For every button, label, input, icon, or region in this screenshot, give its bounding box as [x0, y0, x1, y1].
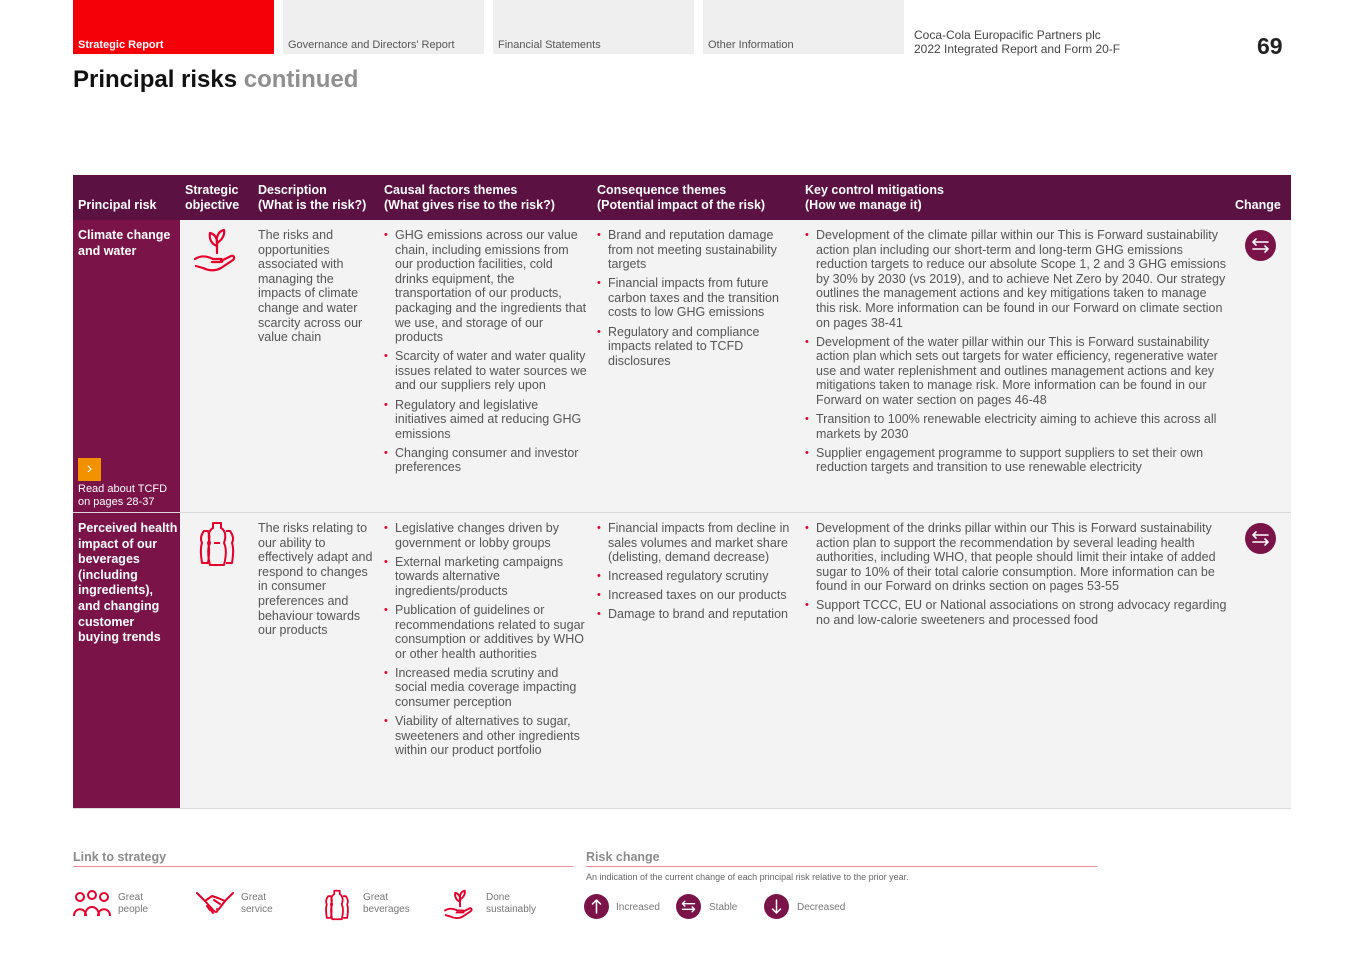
causal-factors	[384, 521, 589, 762]
list-item: • Increased media scrutiny and social media coverage impacting consumer perception	[384, 666, 589, 710]
list-item: • Development of the climate pillar within our This is Forward sustainability action plan including our short-term and long-term GHG emissions reduction targets to reduce our absolute Scope 1, 2 and 3 GHG emissions by 30% by 2030 (vs 2019), and to achieve Net Zero by 2040. Our strategy outlines the management actions and key mitigations taken to manage this risk. More information can be found in our Forward on climate section on pages 38-41	[805, 228, 1229, 330]
legend-great-service	[196, 888, 306, 922]
risk-change-title: Risk change	[586, 850, 660, 864]
tab-other-information[interactable]	[703, 0, 904, 54]
legend-label-line1: Great	[118, 892, 144, 903]
tcfd-link-text: Read about TCFD	[78, 483, 168, 495]
risk-cell	[73, 220, 180, 512]
list-item: • Brand and reputation damage from not meeting sustainability targets	[597, 228, 797, 272]
list-item: • Supplier engagement programme to support suppliers to set their own reduction targets and transition to use renewable electricity	[805, 446, 1229, 475]
list-item: • Scarcity of water and water quality issues related to water sources we and our suppliers rely upon	[384, 349, 589, 393]
list-item: • Development of the water pillar within our This is Forward sustainability action plan which sets out targets for water efficiency, regenerative water use and water replenishment and outlines management actions and key mitigations taken to manage risk. More information can be found in our Forward on water section on pages 46-48	[805, 335, 1229, 408]
header-consequence-line2: (Potential impact of the risk)	[597, 198, 766, 212]
section-nav	[73, 0, 913, 54]
page-title-main: Principal risks	[73, 66, 238, 93]
list-item: • GHG emissions across our value chain, including emissions from our production facilities, cold drinks equipment, the transportation of our products, packaging and the ingredients that we use, and storage of our products	[384, 228, 589, 345]
legend-increased	[584, 894, 674, 928]
page-number: 69	[1257, 33, 1283, 59]
risk-cell	[73, 513, 180, 808]
list-item: • Regulatory and legislative initiatives aimed at reducing GHG emissions	[384, 398, 589, 442]
legend-label	[241, 892, 273, 916]
done-sustainably-icon	[191, 226, 243, 276]
list-item: • Financial impacts from decline in sales volumes and market share (delisting, demand decrease)	[597, 521, 797, 565]
list-item: • Financial impacts from future carbon taxes and the transition costs to low GHG emissions	[597, 276, 797, 320]
tab-label: Strategic Report	[78, 39, 164, 51]
divider	[73, 866, 573, 867]
legend-label	[486, 892, 536, 916]
divider	[586, 866, 1097, 867]
header-description-line1: Description	[258, 183, 327, 197]
doc-report-name: 2022 Integrated Report and Form 20-F	[914, 42, 1121, 56]
header-mitigations	[805, 183, 944, 213]
header-change: Change	[1235, 198, 1281, 212]
table-header	[73, 175, 1291, 220]
great-service-icon	[196, 889, 234, 921]
legend-label-line2: service	[241, 904, 273, 915]
done-sustainably-icon	[441, 888, 479, 922]
doc-company: Coca-Cola Europacific Partners plc	[914, 28, 1101, 42]
list-item: • Legislative changes driven by government or lobby groups	[384, 521, 589, 550]
legend-label: Decreased	[797, 902, 846, 913]
header-mitigation-line1: Key control mitigations	[805, 183, 944, 197]
list-item: • Increased regulatory scrutiny	[597, 569, 797, 584]
header-strategic-line2: objective	[185, 198, 240, 212]
table-row	[73, 220, 1291, 513]
legend-label: Increased	[616, 902, 660, 913]
great-beverages-icon	[318, 888, 356, 922]
causal-factors	[384, 228, 589, 480]
header-causal-line1: Causal factors themes	[384, 183, 518, 197]
header-consequence	[597, 183, 765, 213]
key-control-mitigations	[805, 228, 1229, 480]
legend-label	[363, 892, 410, 916]
legend-label-line2: people	[118, 904, 149, 915]
legend-label-line2: beverages	[363, 904, 410, 915]
great-people-icon	[73, 890, 111, 920]
legend-label-line1: Great	[241, 892, 267, 903]
header-strategic-line1: Strategic	[185, 183, 239, 197]
list-item: • Viability of alternatives to sugar, sweeteners and other ingredients within our product portfolio	[384, 714, 589, 758]
tcfd-link-pages: on pages 28-37	[78, 496, 155, 508]
table-row	[73, 513, 1291, 809]
tab-financial-statements[interactable]	[493, 0, 694, 54]
stable-icon	[1245, 230, 1276, 261]
decreased-icon	[764, 894, 789, 919]
risk-description: The risks and opportunities associated with managing the impacts of climate change and water scarcity across our value chain	[258, 228, 363, 345]
tab-label: Financial Statements	[498, 39, 601, 51]
consequence-themes	[597, 521, 797, 627]
legend-stable	[676, 894, 756, 928]
list-item: • External marketing campaigns towards alternative ingredients/products	[384, 555, 589, 599]
tab-strategic-report[interactable]	[73, 0, 274, 54]
header-causal-line2: (What gives rise to the risk?)	[384, 198, 555, 212]
page-title-suffix: continued	[243, 66, 359, 93]
risk-change-subtitle: An indication of the current change of each principal risk relative to the prior year.	[586, 872, 909, 882]
principal-risks-table	[73, 175, 1291, 809]
legend-label	[118, 892, 148, 916]
header-causal-factors	[384, 183, 555, 213]
legend-label-line1: Great	[363, 892, 389, 903]
stable-icon	[676, 894, 701, 919]
list-item: • Changing consumer and investor preferences	[384, 446, 589, 475]
chevron-right-icon[interactable]: ›	[78, 458, 101, 481]
key-control-mitigations	[805, 521, 1229, 632]
risk-description: The risks relating to our ability to effectively adapt and respond to changes in consumer preferences and behaviour towards our products	[258, 521, 373, 638]
header-description-line2: (What is the risk?)	[258, 198, 367, 212]
document-info	[914, 28, 1120, 56]
tcfd-link[interactable]	[78, 483, 167, 509]
tab-label: Governance and Directors' Report	[288, 39, 455, 51]
legend-label-line2: sustainably	[486, 904, 537, 915]
risk-name: Climate change and water	[78, 228, 171, 258]
header-mitigation-line2: (How we manage it)	[805, 198, 922, 212]
legend-decreased	[764, 894, 864, 928]
consequence-themes	[597, 228, 797, 373]
header-principal-risk: Principal risk	[78, 198, 157, 212]
list-item: • Publication of guidelines or recommendations related to sugar consumption or additives by WHO or other health authorities	[384, 603, 589, 661]
legend-great-people	[73, 888, 183, 922]
legend-done-sustainably	[441, 888, 561, 922]
link-to-strategy-title: Link to strategy	[73, 850, 167, 864]
list-item: • Increased taxes on our products	[597, 588, 797, 603]
legend-label: Stable	[709, 902, 738, 913]
list-item: • Support TCCC, EU or National associations on strong advocacy regarding no and low-calorie sweeteners and processed food	[805, 598, 1229, 627]
great-beverages-icon	[191, 519, 243, 569]
header-consequence-line1: Consequence themes	[597, 183, 727, 197]
list-item: • Damage to brand and reputation	[597, 607, 797, 622]
tab-governance[interactable]	[283, 0, 484, 54]
legend-great-beverages	[318, 888, 428, 922]
legend-label-line1: Done	[486, 892, 510, 903]
page-title	[73, 66, 358, 94]
risk-name: Perceived health impact of our beverages (including ingredients), and changing customer buying trends	[78, 521, 178, 645]
list-item: • Transition to 100% renewable electricity aiming to achieve this across all markets by 2030	[805, 412, 1229, 441]
header-strategic-objective	[185, 183, 239, 213]
increased-icon	[584, 894, 609, 919]
list-item: • Development of the drinks pillar within our This is Forward sustainability action plan to support the recommendation by several leading health authorities, including WHO, that people should limit their intake of added sugar to 10% of their total calorie consumption. More information can be found in our Forward on drinks section on pages 53-55	[805, 521, 1229, 594]
header-description	[258, 183, 366, 213]
list-item: • Regulatory and compliance impacts related to TCFD disclosures	[597, 325, 797, 369]
tab-label: Other Information	[708, 39, 794, 51]
stable-icon	[1245, 523, 1276, 554]
